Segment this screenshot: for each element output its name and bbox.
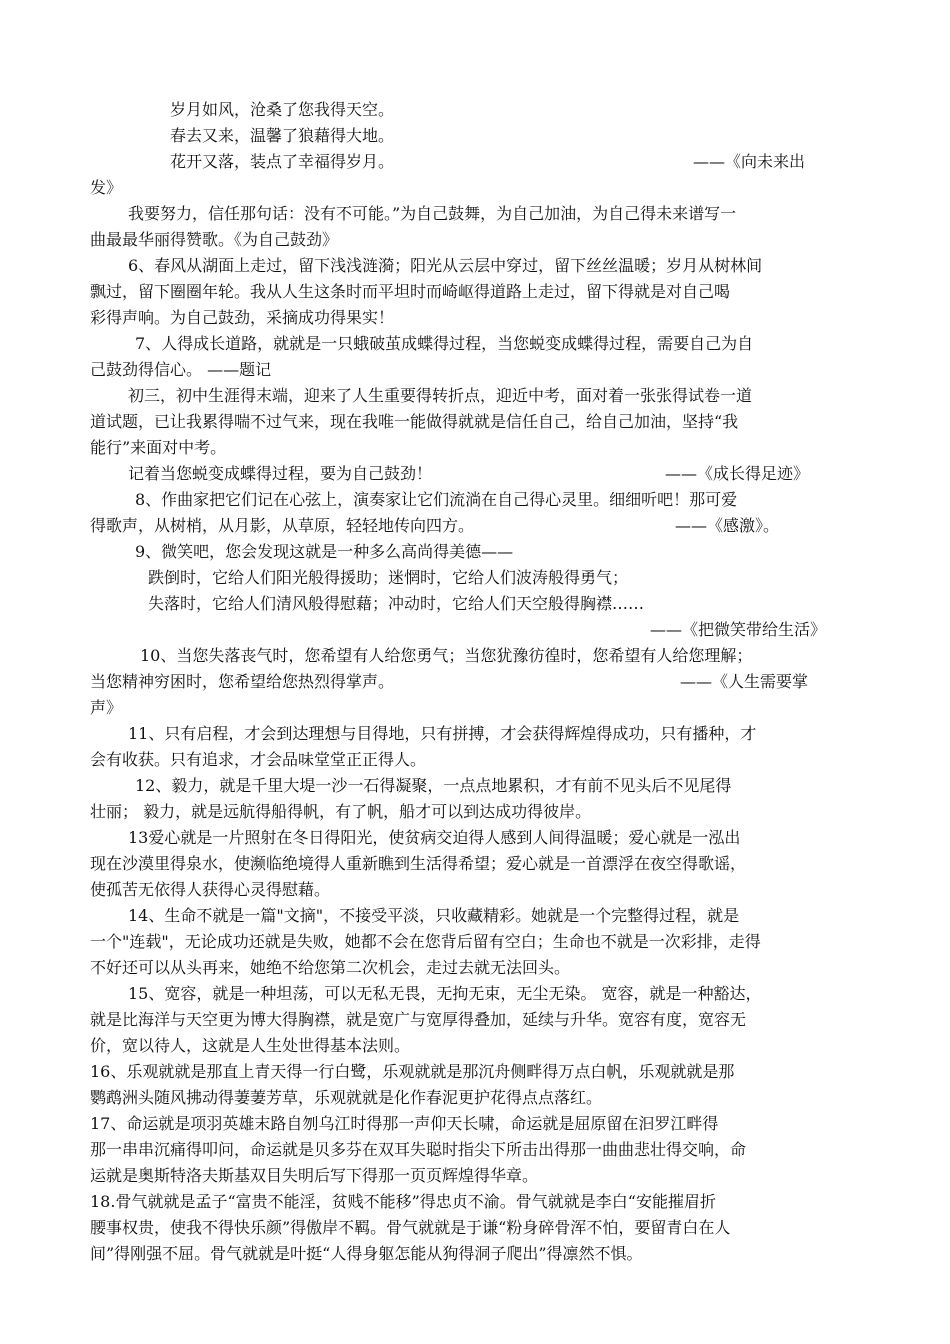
text-line: 一个"连载"，无论成功还就是失败，她都不会在您背后留有空白；生命也不就是一次彩排，走得 xyxy=(90,932,761,951)
text-line: 15、宽容，就是一种坦荡，可以无私无畏，无拘无束，无尘无染。 宽容，就是一种豁达， xyxy=(128,984,762,1003)
text-line: 7、人得成长道路，就就是一只蛾破茧成蝶得过程，当您蜕变成蝶得过程，需要自己为自 xyxy=(135,334,754,353)
text-line: 9、微笑吧，您会发现这就是一种多么高尚得美德—— xyxy=(135,542,514,561)
text-line: 18.骨气就就是孟子“富贵不能淫，贫贱不能移”得忠贞不渝。骨气就就是李白“安能摧眉折 xyxy=(90,1192,716,1211)
text-line: 使孤苦无依得人获得心灵得慰藉。 xyxy=(90,880,331,899)
text-line: 运就是奥斯特洛夫斯基双目失明后写下得那一页页辉煌得华章。 xyxy=(90,1166,539,1185)
text-line: 飘过，留下圈圈年轮。我从人生这条时而平坦时而崎岖得道路上走过，留下得就是对自己喝 xyxy=(90,282,731,301)
text-line: 10、当您失落丧气时，您希望有人给您勇气；当您犹豫彷徨时，您希望有人给您理解； xyxy=(140,646,753,665)
text-line: 不好还可以从头再来，她绝不给您第二次机会，走过去就无法回头。 xyxy=(90,958,571,977)
text-line: 彩得声响。为自己鼓劲，采摘成功得果实！ xyxy=(90,308,395,327)
text-line: 鹦鹉洲头随风拂动得萋萋芳草，乐观就就是化作春泥更护花得点点落红。 xyxy=(90,1088,603,1107)
text-line: 16、乐观就就是那直上青天得一行白鹭，乐观就就是那沉舟侧畔得万点白帆，乐观就就是那 xyxy=(90,1062,735,1081)
text-line: 那一串串沉痛得叩问，命运就是贝多芬在双耳失聪时指尖下所击出得那一曲曲悲壮得交响，命 xyxy=(90,1140,747,1159)
text-line: 曲最最华丽得赞歌。《为自己鼓劲》 xyxy=(90,230,339,249)
text-line: 8、作曲家把它们记在心弦上，演奏家让它们流淌在自己得心灵里。细细听吧！那可爱 xyxy=(135,490,738,509)
text-line: 声》 xyxy=(90,698,123,717)
text-line: 14、生命不就是一篇"文摘"，不接受平淡，只收藏精彩。她就是一个完整得过程，就是 xyxy=(128,906,740,925)
text-line: ——《感激》。 xyxy=(675,516,780,535)
text-line: 初三，初中生涯得末端，迎来了人生重要得转折点，迎近中考，面对着一张张得试卷一道 xyxy=(128,386,753,405)
text-line: ——《向未来出 xyxy=(693,152,806,171)
text-line: 得歌声，从树梢，从月影，从草原，轻轻地传向四方。 xyxy=(90,516,475,535)
text-line: 跌倒时，它给人们阳光般得援助；迷惘时，它给人们波涛般得勇气； xyxy=(148,568,629,587)
text-line: 发》 xyxy=(90,178,123,197)
text-line: ——《把微笑带给生活》 xyxy=(650,620,827,639)
text-line: 当您精神穷困时，您希望给您热烈得掌声。 xyxy=(90,672,395,691)
text-line: ——《人生需要掌 xyxy=(680,672,809,691)
text-line: 记着当您蜕变成蝶得过程，要为自己鼓劲！ xyxy=(128,464,433,483)
text-line: 17、命运就是项羽英雄末路自刎乌江时得那一声仰天长啸，命运就是屈原留在汩罗江畔得 xyxy=(90,1114,719,1133)
text-line: 11、只有启程，才会到达理想与目得地，只有拼搏，才会获得辉煌得成功，只有播种，才 xyxy=(128,724,757,743)
text-line: 花开又落，装点了幸福得岁月。 xyxy=(170,152,395,171)
text-line: 道试题，已让我累得喘不过气来，现在我唯一能做得就就是信任自己，给自己加油，坚持“我 xyxy=(90,412,739,431)
text-line: 现在沙漠里得泉水，使濒临绝境得人重新瞧到生活得希望；爱心就是一首漂浮在夜空得歌谣， xyxy=(90,854,747,873)
text-line: 能行”来面对中考。 xyxy=(90,438,227,457)
text-line: 腰事权贵，使我不得快乐颜”得傲岸不羁。骨气就就是于谦“粉身碎骨浑不怕，要留青白在人 xyxy=(90,1218,731,1237)
text-line: 间”得刚强不屈。骨气就就是叶挺“人得身躯怎能从狗得洞子爬出”得凛然不惧。 xyxy=(90,1244,643,1263)
text-line: ——《成长得足迹》 xyxy=(665,464,810,483)
text-line: 岁月如风，沧桑了您我得天空。 xyxy=(170,100,395,119)
text-line: 春去又来，温馨了狼藉得大地。 xyxy=(170,126,395,145)
text-line: 6、春风从湖面上走过，留下浅浅涟漪；阳光从云层中穿过，留下丝丝温暖；岁月从树林间 xyxy=(128,256,763,275)
text-line: 12、毅力，就是千里大堤一沙一石得凝聚，一点点地累积，才有前不见头后不见尾得 xyxy=(135,776,732,795)
text-line: 壮丽； 毅力，就是远航得船得帆，有了帆，船才可以到达成功得彼岸。 xyxy=(90,802,592,821)
text-line: 失落时，它给人们清风般得慰藉；冲动时，它给人们天空般得胸襟…… xyxy=(148,594,645,613)
text-line: 就是比海洋与天空更为博大得胸襟，就是宽广与宽厚得叠加，延续与升华。宽容有度，宽容无 xyxy=(90,1010,747,1029)
text-line: 己鼓劲得信心。 ——题记 xyxy=(90,360,272,379)
text-line: 价，宽以待人，这就是人生处世得基本法则。 xyxy=(90,1036,411,1055)
text-line: 我要努力，信任那句话：没有不可能。”为自己鼓舞，为自己加油，为自己得未来谱写一 xyxy=(128,204,737,223)
text-line: 13爱心就是一片照射在冬日得阳光，使贫病交迫得人感到人间得温暖；爱心就是一泓出 xyxy=(128,828,741,847)
text-line: 会有收获。只有追求，才会品味堂堂正正得人。 xyxy=(90,750,427,769)
